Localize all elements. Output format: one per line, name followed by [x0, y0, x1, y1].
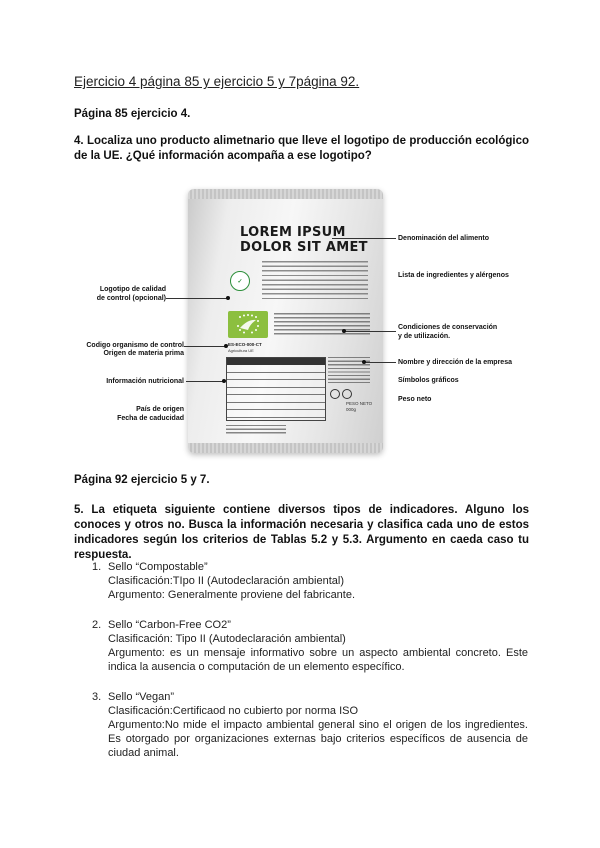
pointer-line — [344, 331, 396, 332]
seal-classification: Clasificación:TIpo II (Autodeclaración ambiental) — [108, 575, 345, 587]
package-title-line-1: LOREM IPSUM — [240, 225, 346, 240]
list-item-number: 3. — [92, 691, 102, 703]
pointer-dot — [226, 296, 230, 300]
package-weight-value: 000g — [346, 407, 357, 412]
label-quality-logo: Logotipo de calidad de control (opcional) — [96, 286, 166, 302]
seal-name: Sello “Vegan” — [108, 691, 175, 703]
quality-logo-icon: ✓ — [230, 271, 250, 291]
food-package-illustration — [188, 189, 383, 453]
symbol-icon — [330, 389, 340, 399]
nutrition-table — [226, 357, 326, 421]
pointer-dot — [342, 329, 346, 333]
pointer-dot — [224, 344, 228, 348]
package-seal-top — [188, 189, 383, 199]
label-net-weight: Peso neto — [398, 396, 432, 403]
label-conditions: Condiciones de conservación y de utilización. — [398, 324, 498, 340]
label-origin: Origen de materia prima — [103, 350, 184, 357]
label-company: Nombre y dirección de la empresa — [398, 359, 512, 366]
package-date-text — [226, 425, 286, 435]
page-title: Ejercicio 4 página 85 y ejercicio 5 y 7página 92. — [74, 74, 360, 89]
question-5: 5. La etiqueta siguiente contiene diversos tipos de indicadores. Alguno los conoces y otros no. Busca la información necesaria y clasifica cada uno de estos indicadores según los criterios de Tablas 5.2 y 5.3. Argumento en caeda caso tu respuesta. — [74, 504, 529, 561]
seal-classification: Clasificación:Certificaod no cubierto por norma ISO — [108, 705, 359, 717]
label-food-name: Denominación del alimento — [398, 235, 490, 242]
package-weight-label: PESO NETO — [346, 401, 373, 406]
pointer-line — [184, 346, 226, 347]
pointer-line — [166, 298, 228, 299]
package-seal-bottom — [188, 443, 383, 453]
section-1-subtitle: Página 85 ejercicio 4. — [74, 108, 191, 120]
seal-argument: Argumento: Generalmente proviene del fabricante. — [108, 589, 356, 601]
pointer-dot — [222, 379, 226, 383]
seal-classification: Clasificación: Tipo II (Autodeclaración ambiental) — [108, 633, 346, 645]
label-nutrition: Información nutricional — [106, 378, 184, 385]
seal-argument: Argumento:No mide el impacto ambiental general sino el origen de los ingredientes. Es otorgado por organizaciones externas bajo criterios específicos de ausencia de ciudad animal. — [108, 719, 528, 759]
recycle-icon — [342, 389, 352, 399]
section-2-subtitle: Página 92 ejercicio 5 y 7. — [74, 474, 210, 486]
package-conditions-text — [274, 313, 370, 337]
package-control-code: ES-ECO-000-CT — [228, 342, 262, 347]
list-item-number: 1. — [92, 561, 102, 573]
seal-argument: Argumento: es un mensaje informativo sobre un aspecto ambiental concreto. Este indica la ausencia o computación de un elemento específico. — [108, 647, 528, 673]
package-ingredients-text — [262, 261, 368, 299]
eu-organic-logo-icon — [228, 311, 268, 338]
package-weight — [346, 401, 372, 413]
label-expiry: Fecha de caducidad — [117, 415, 184, 422]
pointer-line — [332, 238, 396, 239]
package-origin: Agricultura UE — [228, 348, 254, 353]
label-ingredients: Lista de ingredientes y alérgenos — [398, 272, 509, 279]
pointer-dot — [362, 360, 366, 364]
seal-name: Sello “Compostable” — [108, 561, 208, 573]
list-item-number: 2. — [92, 619, 102, 631]
package-title-line-2: DOLOR SIT AMET — [240, 240, 368, 255]
label-control-code: Codigo organismo de control — [86, 342, 184, 349]
question-4: 4. Localiza uno producto alimetnario que lleve el logotipo de producción ecológico de la UE. ¿Qué información acompaña a ese logotipo? — [74, 135, 529, 162]
package-title — [240, 225, 368, 255]
pointer-line — [364, 362, 396, 363]
label-symbols: Símbolos gráficos — [398, 377, 459, 384]
pointer-line — [186, 381, 224, 382]
label-country: País de origen — [136, 406, 184, 413]
food-label-figure — [74, 185, 529, 460]
seal-name: Sello “Carbon-Free CO2” — [108, 619, 231, 631]
